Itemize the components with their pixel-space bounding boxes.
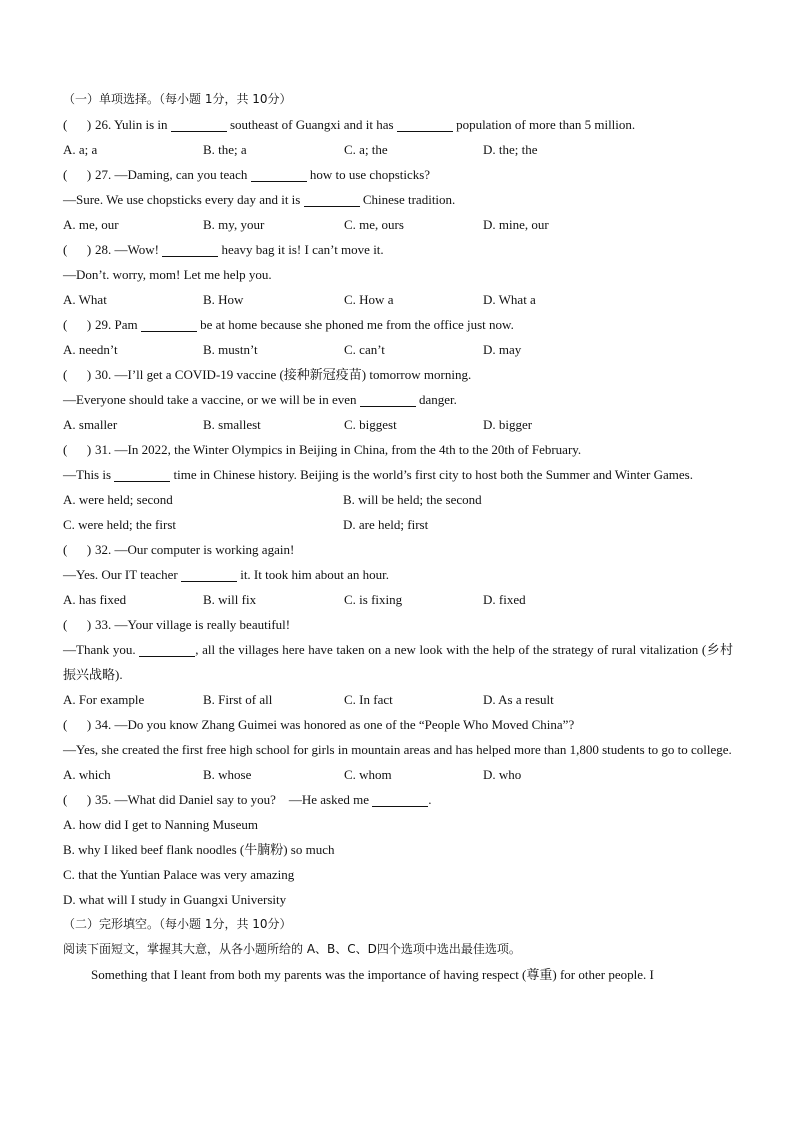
question-number: 30. bbox=[95, 367, 112, 382]
option-b[interactable]: B. smallest bbox=[203, 417, 261, 432]
option-a[interactable]: A. were held; second bbox=[63, 492, 173, 507]
section-title-single-choice: （一）单项选择。（每小题 1分，共 10分） bbox=[63, 92, 292, 106]
option-d[interactable]: D. the; the bbox=[483, 142, 538, 157]
option-d[interactable]: D. bigger bbox=[483, 417, 533, 432]
question-28 bbox=[63, 237, 733, 262]
answer-blank[interactable] bbox=[162, 242, 218, 257]
answer-bracket[interactable]: ( ) bbox=[63, 442, 92, 457]
question-28-reply: —Don’t. worry, mom! Let me help you. bbox=[63, 267, 272, 282]
answer-bracket[interactable]: ( ) bbox=[63, 542, 92, 557]
question-31-reply bbox=[63, 462, 733, 487]
option-a[interactable]: A. For example bbox=[63, 692, 145, 707]
option-b[interactable]: B. why I liked beef flank noodles (牛腩粉) so much bbox=[63, 842, 335, 857]
question-text: —I’ll get a COVID-19 vaccine (接种新冠疫苗) tomorrow morning. bbox=[114, 367, 472, 382]
answer-blank[interactable] bbox=[141, 317, 197, 332]
option-a[interactable]: A. a; a bbox=[63, 142, 98, 157]
answer-blank[interactable] bbox=[372, 792, 428, 807]
answer-blank[interactable] bbox=[397, 117, 453, 132]
section-title-cloze: （二）完形填空。（每小题 1分，共 10分） bbox=[63, 917, 292, 931]
option-a[interactable]: A. What bbox=[63, 292, 107, 307]
option-c[interactable]: C. can’t bbox=[344, 342, 385, 357]
options-30 bbox=[63, 412, 733, 437]
answer-blank[interactable] bbox=[114, 467, 170, 482]
option-d[interactable]: D. fixed bbox=[483, 592, 526, 607]
answer-bracket[interactable]: ( ) bbox=[63, 792, 92, 807]
answer-blank[interactable] bbox=[304, 192, 360, 207]
question-text: —Yes. Our IT teacher bbox=[63, 567, 178, 582]
answer-bracket[interactable]: ( ) bbox=[63, 717, 92, 732]
option-b[interactable]: B. How bbox=[203, 292, 244, 307]
answer-blank[interactable] bbox=[181, 567, 237, 582]
answer-bracket[interactable]: ( ) bbox=[63, 367, 92, 382]
option-d[interactable]: D. As a result bbox=[483, 692, 554, 707]
question-text: population of more than 5 million. bbox=[456, 117, 636, 132]
question-31 bbox=[63, 437, 733, 462]
option-a[interactable]: A. needn’t bbox=[63, 342, 118, 357]
option-c[interactable]: C. is fixing bbox=[344, 592, 403, 607]
answer-bracket[interactable]: ( ) bbox=[63, 242, 92, 257]
question-29 bbox=[63, 312, 733, 337]
option-c[interactable]: C. In fact bbox=[344, 692, 393, 707]
question-text: —Daming, can you teach bbox=[114, 167, 248, 182]
cloze-instruction: 阅读下面短文，掌握其大意，从各小题所给的 A、B、C、D四个选项中选出最佳选项。 bbox=[63, 942, 521, 956]
option-b[interactable]: B. my, your bbox=[203, 217, 265, 232]
option-a[interactable]: A. has fixed bbox=[63, 592, 127, 607]
question-text: —Our computer is working again! bbox=[114, 542, 295, 557]
question-text: how to use chopsticks? bbox=[309, 167, 431, 182]
answer-bracket[interactable]: ( ) bbox=[63, 617, 92, 632]
question-text: —Everyone should take a vaccine, or we will be in even bbox=[63, 392, 357, 407]
answer-bracket[interactable]: ( ) bbox=[63, 167, 92, 182]
options-26 bbox=[63, 137, 733, 162]
option-d[interactable]: D. What a bbox=[483, 292, 536, 307]
answer-blank[interactable] bbox=[360, 392, 416, 407]
option-a[interactable]: A. which bbox=[63, 767, 111, 782]
option-d[interactable]: D. who bbox=[483, 767, 522, 782]
question-text: heavy bag it is! I can’t move it. bbox=[221, 242, 384, 257]
answer-bracket[interactable]: ( ) bbox=[63, 317, 92, 332]
option-c[interactable]: C. a; the bbox=[344, 142, 388, 157]
answer-blank[interactable] bbox=[251, 167, 307, 182]
option-c[interactable]: C. whom bbox=[344, 767, 392, 782]
options-33 bbox=[63, 687, 733, 712]
question-text: —Do you know Zhang Guimei was honored as one of the “People Who Moved China”? bbox=[114, 717, 575, 732]
cloze-passage: Something that I leant from both my parents was the importance of having respect (尊重) for other people. I bbox=[91, 967, 654, 982]
question-text: Yulin is in bbox=[114, 117, 168, 132]
question-30 bbox=[63, 362, 733, 387]
question-text: , all the villages here have taken on a new look with the help of the strategy of rural vitalization (乡村振兴战略). bbox=[63, 642, 733, 682]
question-text: danger. bbox=[418, 392, 457, 407]
question-27-reply bbox=[63, 187, 733, 212]
option-b[interactable]: B. whose bbox=[203, 767, 252, 782]
question-number: 27. bbox=[95, 167, 112, 182]
question-27 bbox=[63, 162, 733, 187]
answer-blank[interactable] bbox=[139, 642, 195, 657]
question-34-reply: —Yes, she created the first free high school for girls in mountain areas and has helped more than 1,800 students to go to college. bbox=[63, 742, 732, 757]
option-c[interactable]: C. biggest bbox=[344, 417, 397, 432]
question-number: 26. bbox=[95, 117, 112, 132]
option-b[interactable]: B. will be held; the second bbox=[343, 492, 482, 507]
question-text: —Sure. We use chopsticks every day and it is bbox=[63, 192, 301, 207]
option-d[interactable]: D. mine, our bbox=[483, 217, 549, 232]
option-d[interactable]: D. may bbox=[483, 342, 522, 357]
option-d[interactable]: D. what will I study in Guangxi University bbox=[63, 892, 287, 907]
option-a[interactable]: A. how did I get to Nanning Museum bbox=[63, 817, 258, 832]
question-34 bbox=[63, 712, 733, 737]
question-number: 31. bbox=[95, 442, 112, 457]
option-c[interactable]: C. me, ours bbox=[344, 217, 404, 232]
question-text: Pam bbox=[114, 317, 138, 332]
question-text: —In 2022, the Winter Olympics in Beijing in China, from the 4th to the 20th of February. bbox=[114, 442, 582, 457]
question-text: —Your village is really beautiful! bbox=[114, 617, 291, 632]
option-b[interactable]: B. First of all bbox=[203, 692, 273, 707]
question-text: —This is bbox=[63, 467, 112, 482]
option-a[interactable]: A. smaller bbox=[63, 417, 118, 432]
option-c[interactable]: C. that the Yuntian Palace was very amazing bbox=[63, 867, 295, 882]
options-31-row2 bbox=[63, 512, 733, 537]
question-text: it. It took him about an hour. bbox=[240, 567, 389, 582]
question-number: 32. bbox=[95, 542, 112, 557]
option-d[interactable]: D. are held; first bbox=[343, 517, 429, 532]
answer-blank[interactable] bbox=[171, 117, 227, 132]
option-b[interactable]: B. mustn’t bbox=[203, 342, 258, 357]
question-35 bbox=[63, 787, 733, 812]
options-34 bbox=[63, 762, 733, 787]
question-number: 35. bbox=[95, 792, 112, 807]
option-b[interactable]: B. the; a bbox=[203, 142, 247, 157]
question-26 bbox=[63, 112, 733, 137]
question-text: —Thank you. bbox=[63, 642, 136, 657]
answer-bracket[interactable]: ( ) bbox=[63, 117, 92, 132]
options-32 bbox=[63, 587, 733, 612]
option-a[interactable]: A. me, our bbox=[63, 217, 119, 232]
option-b[interactable]: B. will fix bbox=[203, 592, 257, 607]
options-31-row1 bbox=[63, 487, 733, 512]
question-text: —Wow! bbox=[114, 242, 159, 257]
question-number: 33. bbox=[95, 617, 112, 632]
option-c[interactable]: C. How a bbox=[344, 292, 394, 307]
question-30-reply bbox=[63, 387, 733, 412]
option-c[interactable]: C. were held; the first bbox=[63, 517, 176, 532]
options-29 bbox=[63, 337, 733, 362]
question-32-reply bbox=[63, 562, 733, 587]
question-text: be at home because she phoned me from the office just now. bbox=[200, 317, 514, 332]
question-text: Chinese tradition. bbox=[362, 192, 456, 207]
question-text: —What did Daniel say to you? —He asked me bbox=[114, 792, 370, 807]
question-text: southeast of Guangxi and it has bbox=[230, 117, 394, 132]
question-number: 29. bbox=[95, 317, 112, 332]
question-text: . bbox=[428, 792, 432, 807]
question-33-reply bbox=[63, 637, 733, 687]
question-32 bbox=[63, 537, 733, 562]
question-33 bbox=[63, 612, 733, 637]
options-27 bbox=[63, 212, 733, 237]
options-28 bbox=[63, 287, 733, 312]
exam-page bbox=[63, 87, 733, 987]
question-number: 34. bbox=[95, 717, 112, 732]
question-number: 28. bbox=[95, 242, 112, 257]
question-text: time in Chinese history. Beijing is the world’s first city to host both the Summer and Winter Games. bbox=[173, 467, 693, 482]
